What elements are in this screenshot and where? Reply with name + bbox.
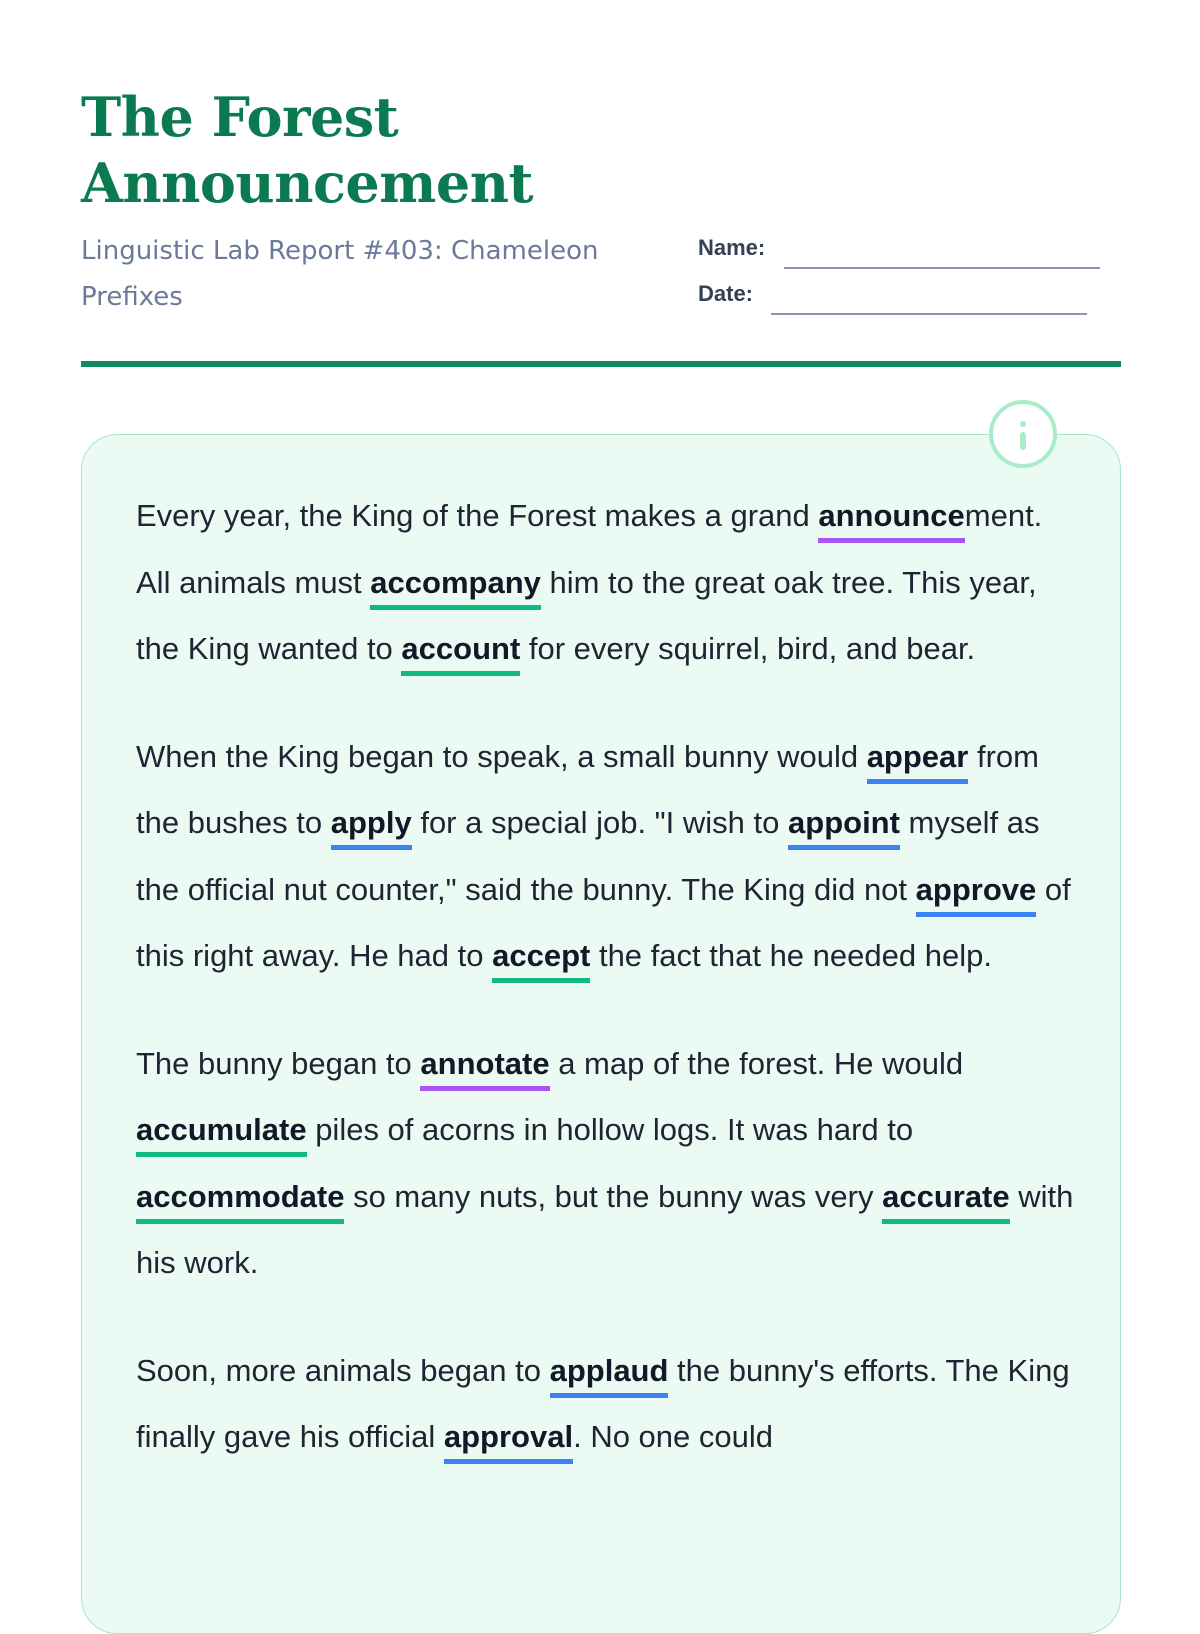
story-paragraph-1: [136, 483, 1076, 683]
story-text-run: the bunny's efforts. The King finally gave his official: [136, 1352, 1070, 1454]
info-icon-dot: [1020, 421, 1026, 427]
title-line-1: The Forest: [81, 85, 399, 149]
vocab-word: accurate: [882, 1179, 1010, 1224]
info-icon-bar: [1020, 432, 1026, 450]
story-paragraph-4: [136, 1338, 1076, 1471]
story-paragraph-3: [136, 1031, 1076, 1297]
vocab-word: apply: [331, 805, 412, 850]
page-title: [81, 84, 533, 216]
story-text-run: When the King began to speak, a small bunny would: [136, 738, 867, 774]
story-text-run: a map of the forest. He would: [549, 1045, 964, 1081]
date-label: Date:: [698, 281, 754, 306]
story-card: [81, 434, 1121, 1634]
name-field[interactable]: [698, 235, 765, 261]
vocab-word: accompany: [370, 565, 541, 610]
story-text-run: the fact that he needed help.: [590, 938, 992, 973]
story-text-run: . No one could: [573, 1419, 774, 1454]
story-text-run: of this right away. He had to: [136, 871, 1071, 973]
story-paragraph-2: [136, 724, 1076, 990]
vocab-word: account: [401, 631, 520, 676]
story-text-run: from the bushes to: [136, 738, 1039, 840]
story-text-run: with his work.: [136, 1178, 1074, 1280]
vocab-word: appear: [867, 739, 969, 784]
story-text-run: myself as the official nut counter," said the bunny. The King did not: [136, 805, 1040, 907]
story-text-run: for every squirrel, bird, and bear.: [520, 631, 976, 666]
vocab-word: accumulate: [136, 1112, 307, 1157]
title-line-2: Announcement: [81, 151, 533, 215]
vocab-word: announce: [818, 498, 964, 543]
header-divider: [81, 361, 1121, 367]
story-text-run: The bunny began to: [136, 1045, 421, 1081]
vocab-word: approval: [444, 1419, 573, 1464]
vocab-word: accommodate: [136, 1179, 344, 1224]
name-line[interactable]: [784, 267, 1100, 269]
story-text: [136, 483, 1076, 1512]
story-text-run: Soon, more animals began to: [136, 1352, 550, 1388]
vocab-word: accept: [492, 938, 590, 983]
page-subtitle: Linguistic Lab Report #403: Chameleon Prefixes: [81, 236, 599, 312]
story-text-run: Every year, the King of the Forest makes a grand: [136, 498, 819, 533]
vocab-word: approve: [916, 872, 1037, 917]
story-text-run: for a special job. "I wish to: [411, 805, 789, 840]
story-text-run: piles of acorns in hollow logs. It was hard to: [306, 1112, 914, 1147]
vocab-word: applaud: [550, 1353, 669, 1398]
story-text-run: ment. All animals must: [136, 498, 1043, 600]
vocab-word: annotate: [420, 1046, 549, 1091]
date-field[interactable]: [698, 281, 753, 307]
name-label: Name:: [698, 235, 766, 260]
story-text-run: so many nuts, but the bunny was very: [344, 1178, 883, 1214]
date-line[interactable]: [771, 313, 1087, 315]
info-icon[interactable]: [989, 400, 1057, 468]
story-text-run: him to the great oak tree. This year, the King wanted to: [136, 564, 1037, 666]
vocab-word: appoint: [788, 805, 900, 850]
